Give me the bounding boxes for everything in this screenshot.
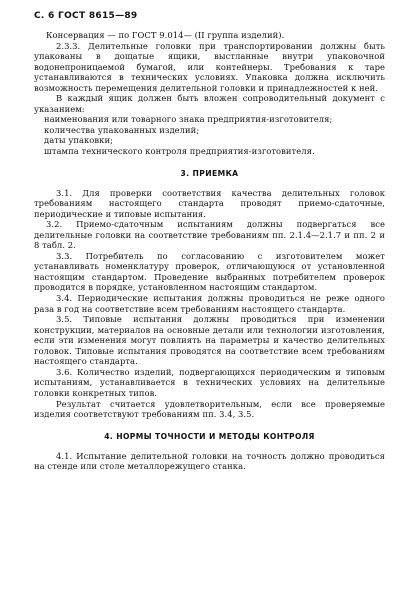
paragraph-accompanying-document: В каждый ящик должен быть вложен сопроводительный документ с указанием: [34, 93, 385, 114]
list-item: даты упаковки; [44, 135, 113, 146]
paragraph-4-1: 4.1. Испытание делительной головки на точность должно проводиться на стенде или столе металлорежущего станка. [34, 450, 385, 472]
list-item: наименования или товарного знака предприятия-изготовителя; [44, 114, 333, 125]
list-item: количества упакованных изделий; [44, 124, 200, 135]
paragraph-2-3-3: 2.3.3. Делительные головки при транспортировании должны быть упакованы в дощатые ящики, выстланные внутри упаковочной водонепроницаемой бумагой, или контейнеры. Требования к таре устанавливаются в технических условиях. Упаковка должна исключить возможность перемещения делительной головки и принадлежностей к ней. [34, 40, 385, 93]
paragraph-3-2: 3.2. Приемо-сдаточным испытаниям должны подвергаться все делительные головки на соответствие требованиям пп. 2.1.4—2.1.7 и пп. 2 и 8 табл. 2. [34, 219, 385, 251]
list-item: штампа технического контроля предприятия-изготовителя. [44, 146, 315, 157]
page-header: С. 6 ГОСТ 8615—89 [34, 11, 138, 21]
paragraph-result: Результат считается удовлетворительным, если все проверяемые изделия соответствуют требованиям пп. 3.4, 3.5. [34, 398, 385, 420]
section-title-accuracy-norms: 4. НОРМЫ ТОЧНОСТИ И МЕТОДЫ КОНТРОЛЯ [104, 431, 315, 441]
paragraph-3-1: 3.1. Для проверки соответствия качества делительных головок требованиям настоящего стандарта проводят приемо-сдаточные, периодические и типовые испытания. [34, 187, 385, 219]
paragraph-conservation: Консервация — по ГОСТ 9.014— (II группа изделий). [46, 30, 285, 40]
paragraph-3-5: 3.5. Типовые испытания должны проводиться при изменении конструкции, материалов на основные детали или технологии изготовления, если эти изменения могут повлиять на параметры и качество делительных головок. Типовые испытания проводятся на соответствие всем требованиям настоящего стандарта. [34, 314, 385, 367]
document-requirements-list [34, 114, 385, 156]
paragraph-3-6: 3.6. Количество изделий, подвергающихся периодическим и типовым испытаниям, устанавливается в технических условиях на делительные головки конкретных типов. [34, 366, 385, 398]
paragraph-3-4: 3.4. Периодические испытания должны проводиться не реже одного раза в год на соответствие всем требованиям настоящего стандарта. [34, 293, 385, 314]
paragraph-3-3: 3.3. Потребитель по согласованию с изготовителем может устанавливать номенклатуру проверок, отличающуюся от установленной настоящим стандартом. Проведение выбранных потребителем проверок проводится в порядке, установленном настоящим стандартом. [34, 250, 385, 293]
section-title-acceptance: 3. ПРИЕМКА [180, 168, 239, 178]
